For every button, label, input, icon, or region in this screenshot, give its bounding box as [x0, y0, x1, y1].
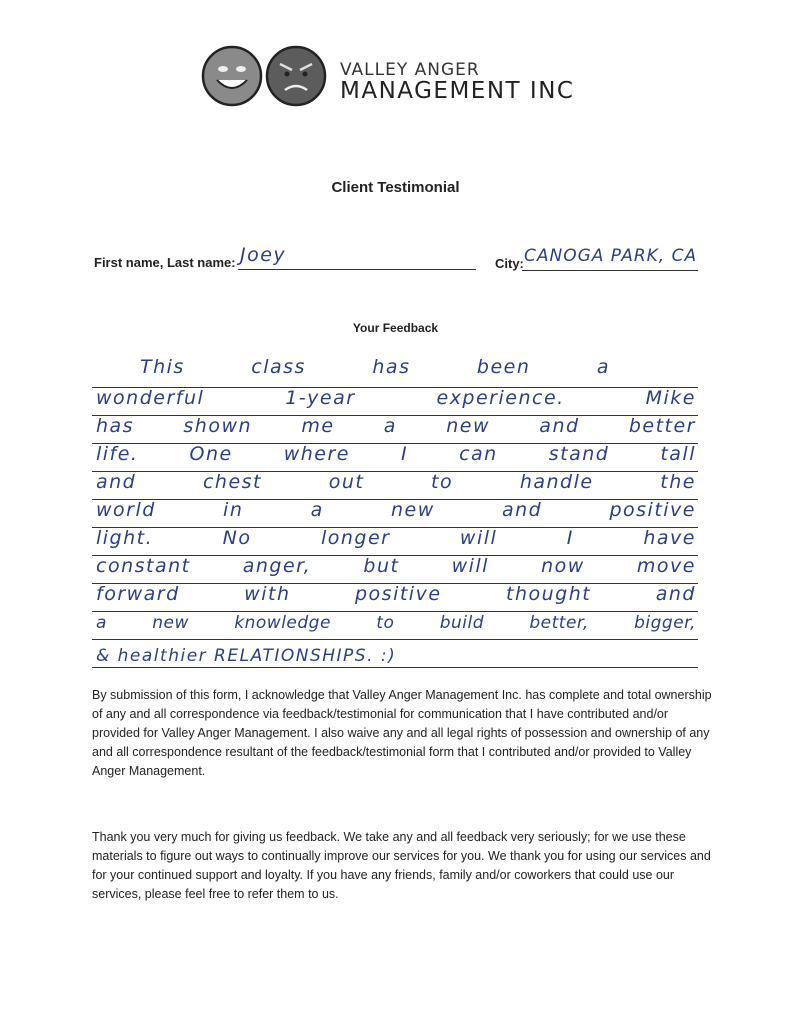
feedback-line: and chest out to handle the [96, 471, 696, 493]
feedback-line: a new knowledge to build better, bigger, [96, 613, 696, 633]
feedback-line: life. One where I can stand tall [96, 443, 696, 465]
brand-name-line1: VALLEY ANGER [340, 60, 480, 80]
feedback-line: light. No longer will I have [96, 527, 696, 549]
name-field-line [238, 269, 476, 270]
feedback-line: This class has been a [140, 356, 610, 378]
form-title: Client Testimonial [331, 179, 460, 196]
name-label: First name, Last name: [94, 255, 236, 270]
feedback-line: world in a new and positive [96, 499, 696, 521]
company-logo [200, 44, 620, 116]
feedback-title: Your Feedback [352, 321, 439, 335]
city-field-value[interactable]: CANOGA PARK, CA [524, 246, 698, 266]
feedback-line: forward with positive thought and [96, 583, 696, 605]
thank-you-text: Thank you very much for giving us feedback. We take any and all feedback very seriously; for we use these materials to figure out ways to continually improve our services for you. We thank you for using our services and for your continued support and loyalty. If you have any friends, family and/or coworkers that could use our services, please feel free to refer them to us. [92, 830, 711, 901]
feedback-line: & healthier RELATIONSHIPS. :) [96, 646, 397, 666]
disclaimer-text: By submission of this form, I acknowledge that Valley Anger Management Inc. has complete and total ownership of any and all correspondence via feedback/testimonial for communication that I have contributed and/or provided for Valley Anger Management. I also waive any and all legal rights of possession and ownership of any and all correspondence resultant of the feedback/testimonial form that I contributed and/or provided to Valley Anger Management. [92, 688, 712, 778]
feedback-line: constant anger, but will now move [96, 555, 696, 577]
city-label: City: [495, 256, 524, 271]
angry-face-icon [264, 44, 328, 108]
ruled-line [92, 639, 698, 640]
feedback-line: wonderful 1-year experience. Mike [96, 387, 696, 409]
ruled-line [92, 611, 698, 612]
brand-name-line2: MANAGEMENT INC [340, 78, 575, 104]
ruled-line [92, 667, 698, 668]
feedback-line: has shown me a new and better [96, 415, 696, 437]
name-field-value[interactable]: Joey [240, 244, 287, 266]
happy-face-icon [200, 44, 264, 108]
city-field-line [522, 270, 698, 271]
